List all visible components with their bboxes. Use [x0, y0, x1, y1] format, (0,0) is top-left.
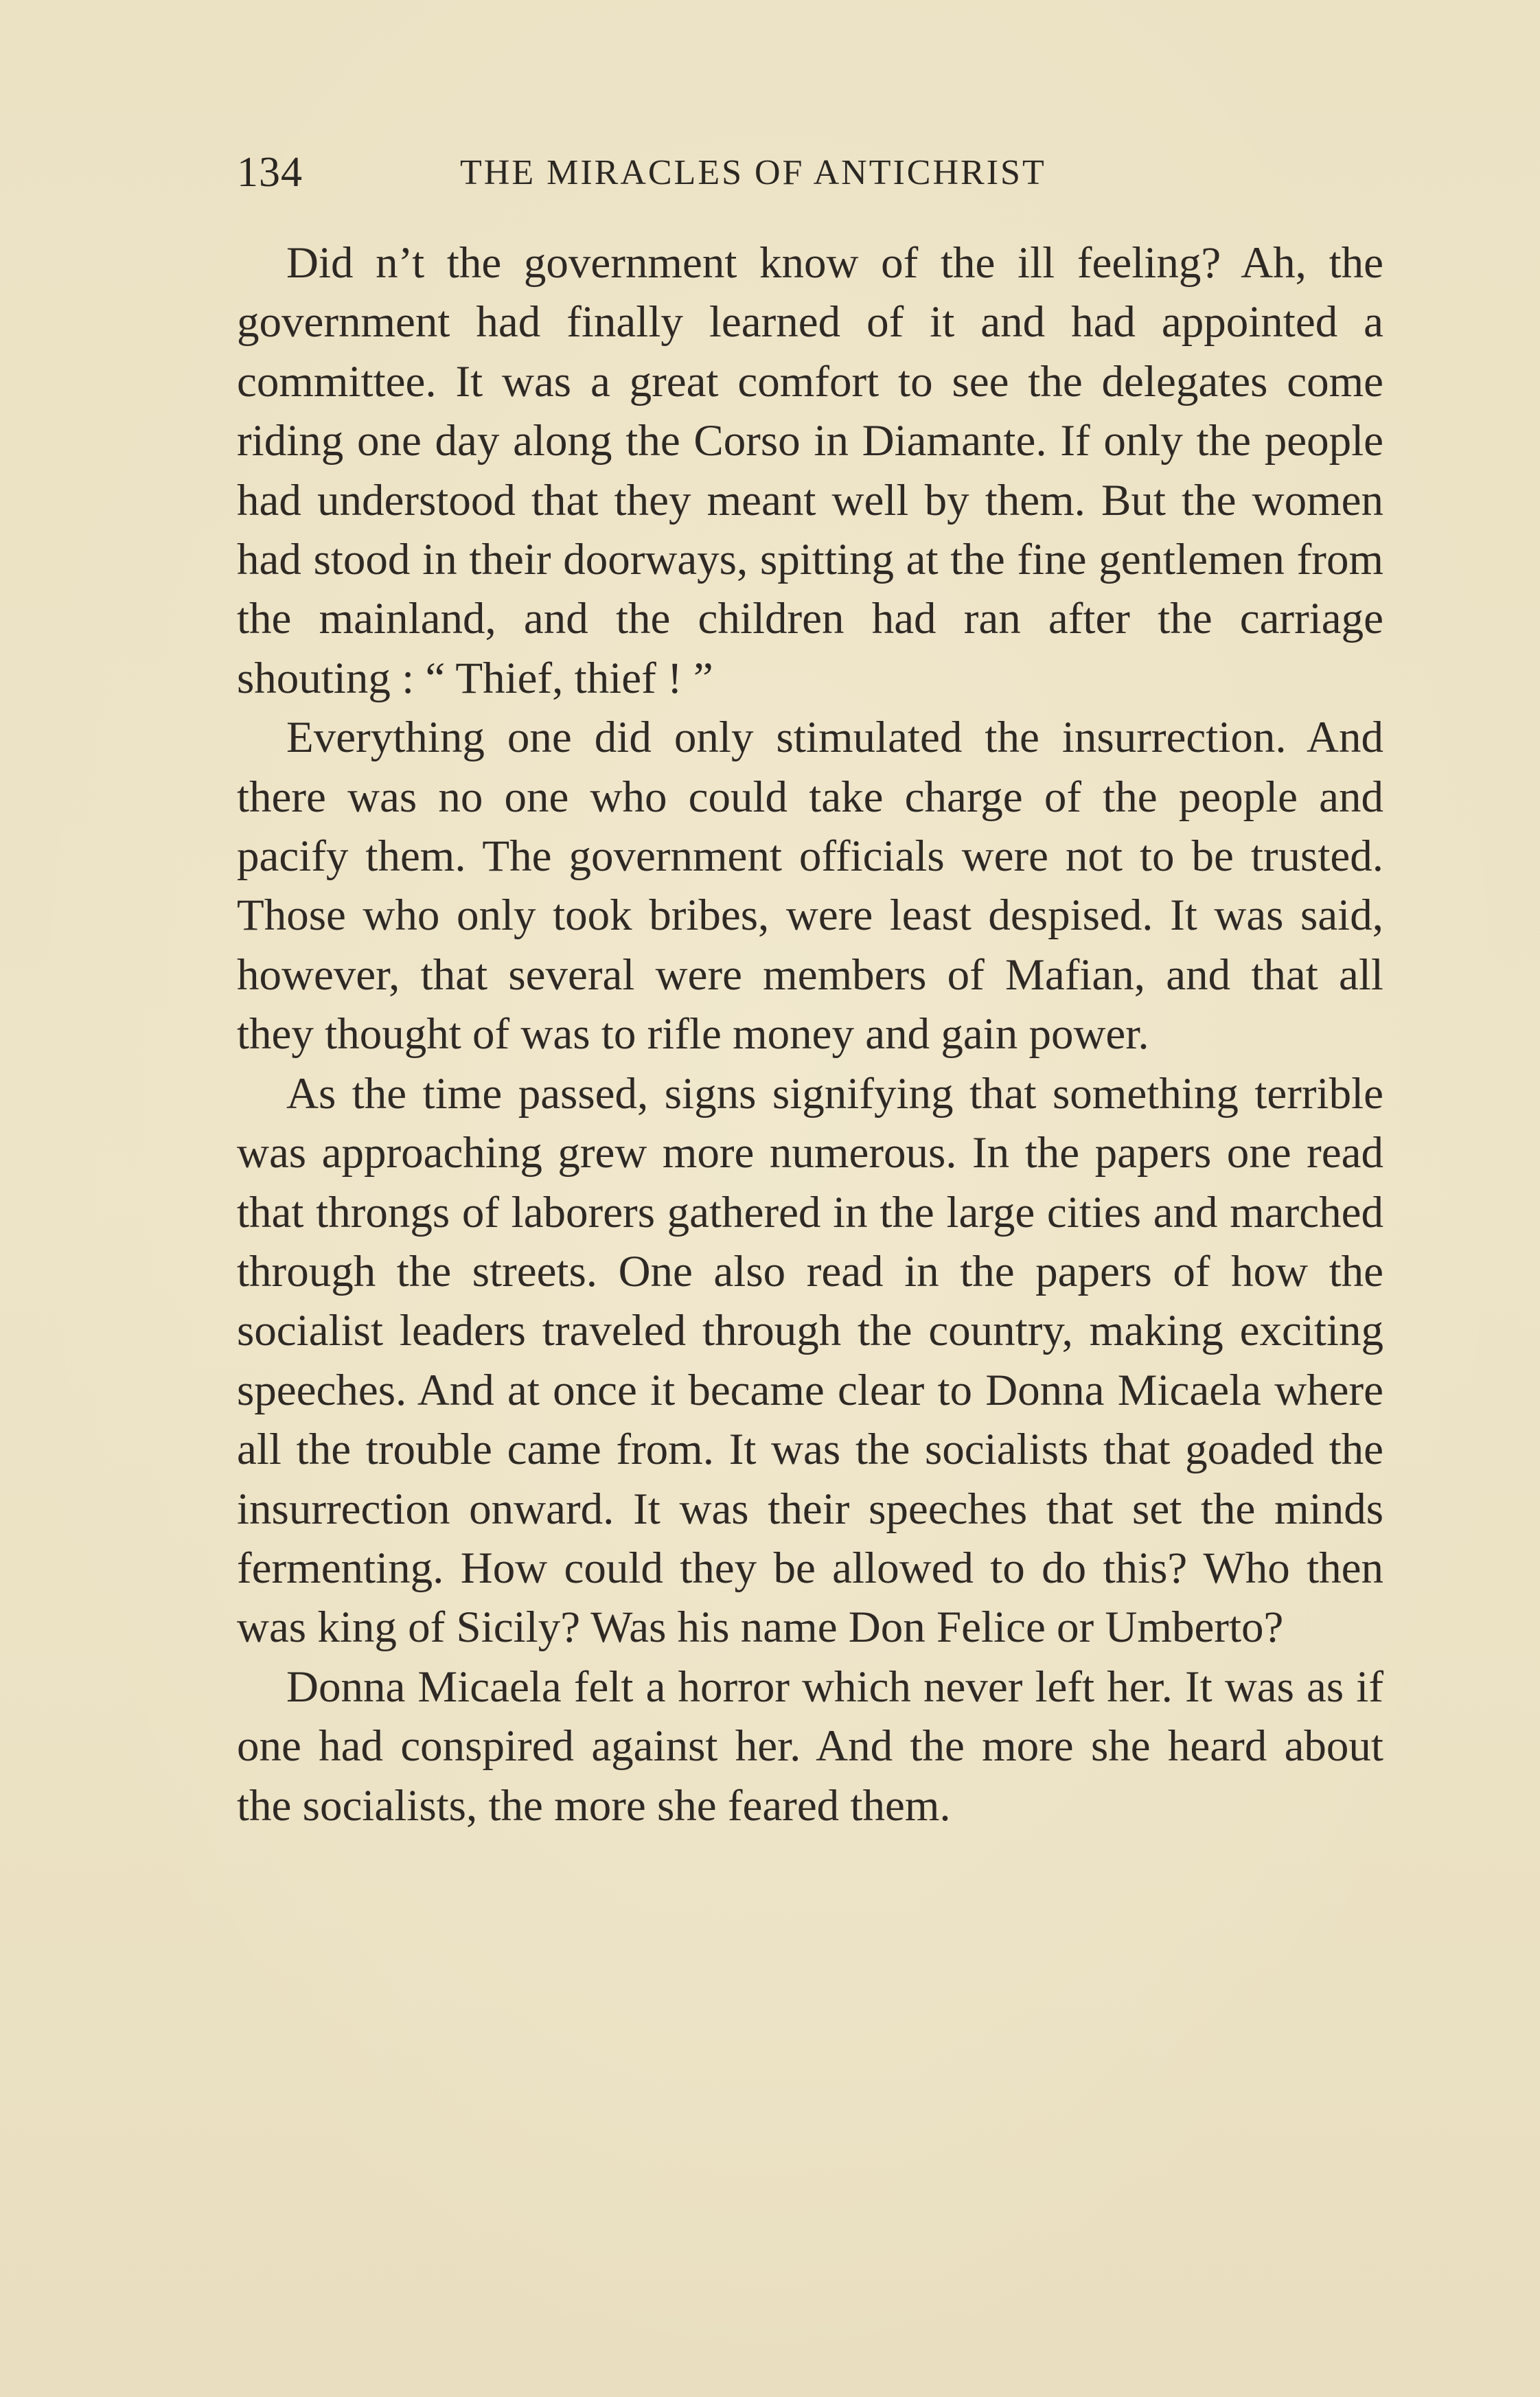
body-text [237, 233, 1383, 1835]
page-header [237, 144, 1383, 199]
paragraph-2: Everything one did only stimulated the insurrection. And there was no one who could take charge of the people and pacify them. The government officials were not to be trusted. Those who only took bribes, were least despised. It was said, however, that several were members of Mafian, and that all they thought of was to rifle money and gain power. [237, 713, 1383, 1059]
page-number: 134 [237, 149, 303, 196]
running-title: THE MIRACLES OF ANTICHRIST [460, 153, 1046, 192]
paragraph-1: Did n’t the government know of the ill feeling? Ah, the government had finally learned of it and had appointed a committee. It was a great comfort to see the delegates come riding one day along the Corso in Diamante. If only the people had understood that they meant well by them. But the women had stood in their doorways, spitting at the fine gentlemen from the mainland, and the children had ran after the carriage shouting : “ Thief, thief ! ” [237, 238, 1383, 703]
paragraph-3: As the time passed, signs signifying that something terrible was approaching grew more numerous. In the papers one read that throngs of laborers gathered in the large cities and marched through the streets. One also read in the papers of how the socialist leaders traveled through the country, making exciting speeches. And at once it became clear to Donna Micaela where all the trouble came from. It was the socialists that goaded the insurrection onward. It was their speeches that set the minds fermenting. How could they be allowed to do this? Who then was king of Sicily? Was his name Don Felice or Umberto? [237, 1068, 1383, 1653]
paragraph-4: Donna Micaela felt a horror which never left her. It was as if one had conspired against her. And the more she heard about the socialists, the more she feared them. [237, 1662, 1383, 1831]
